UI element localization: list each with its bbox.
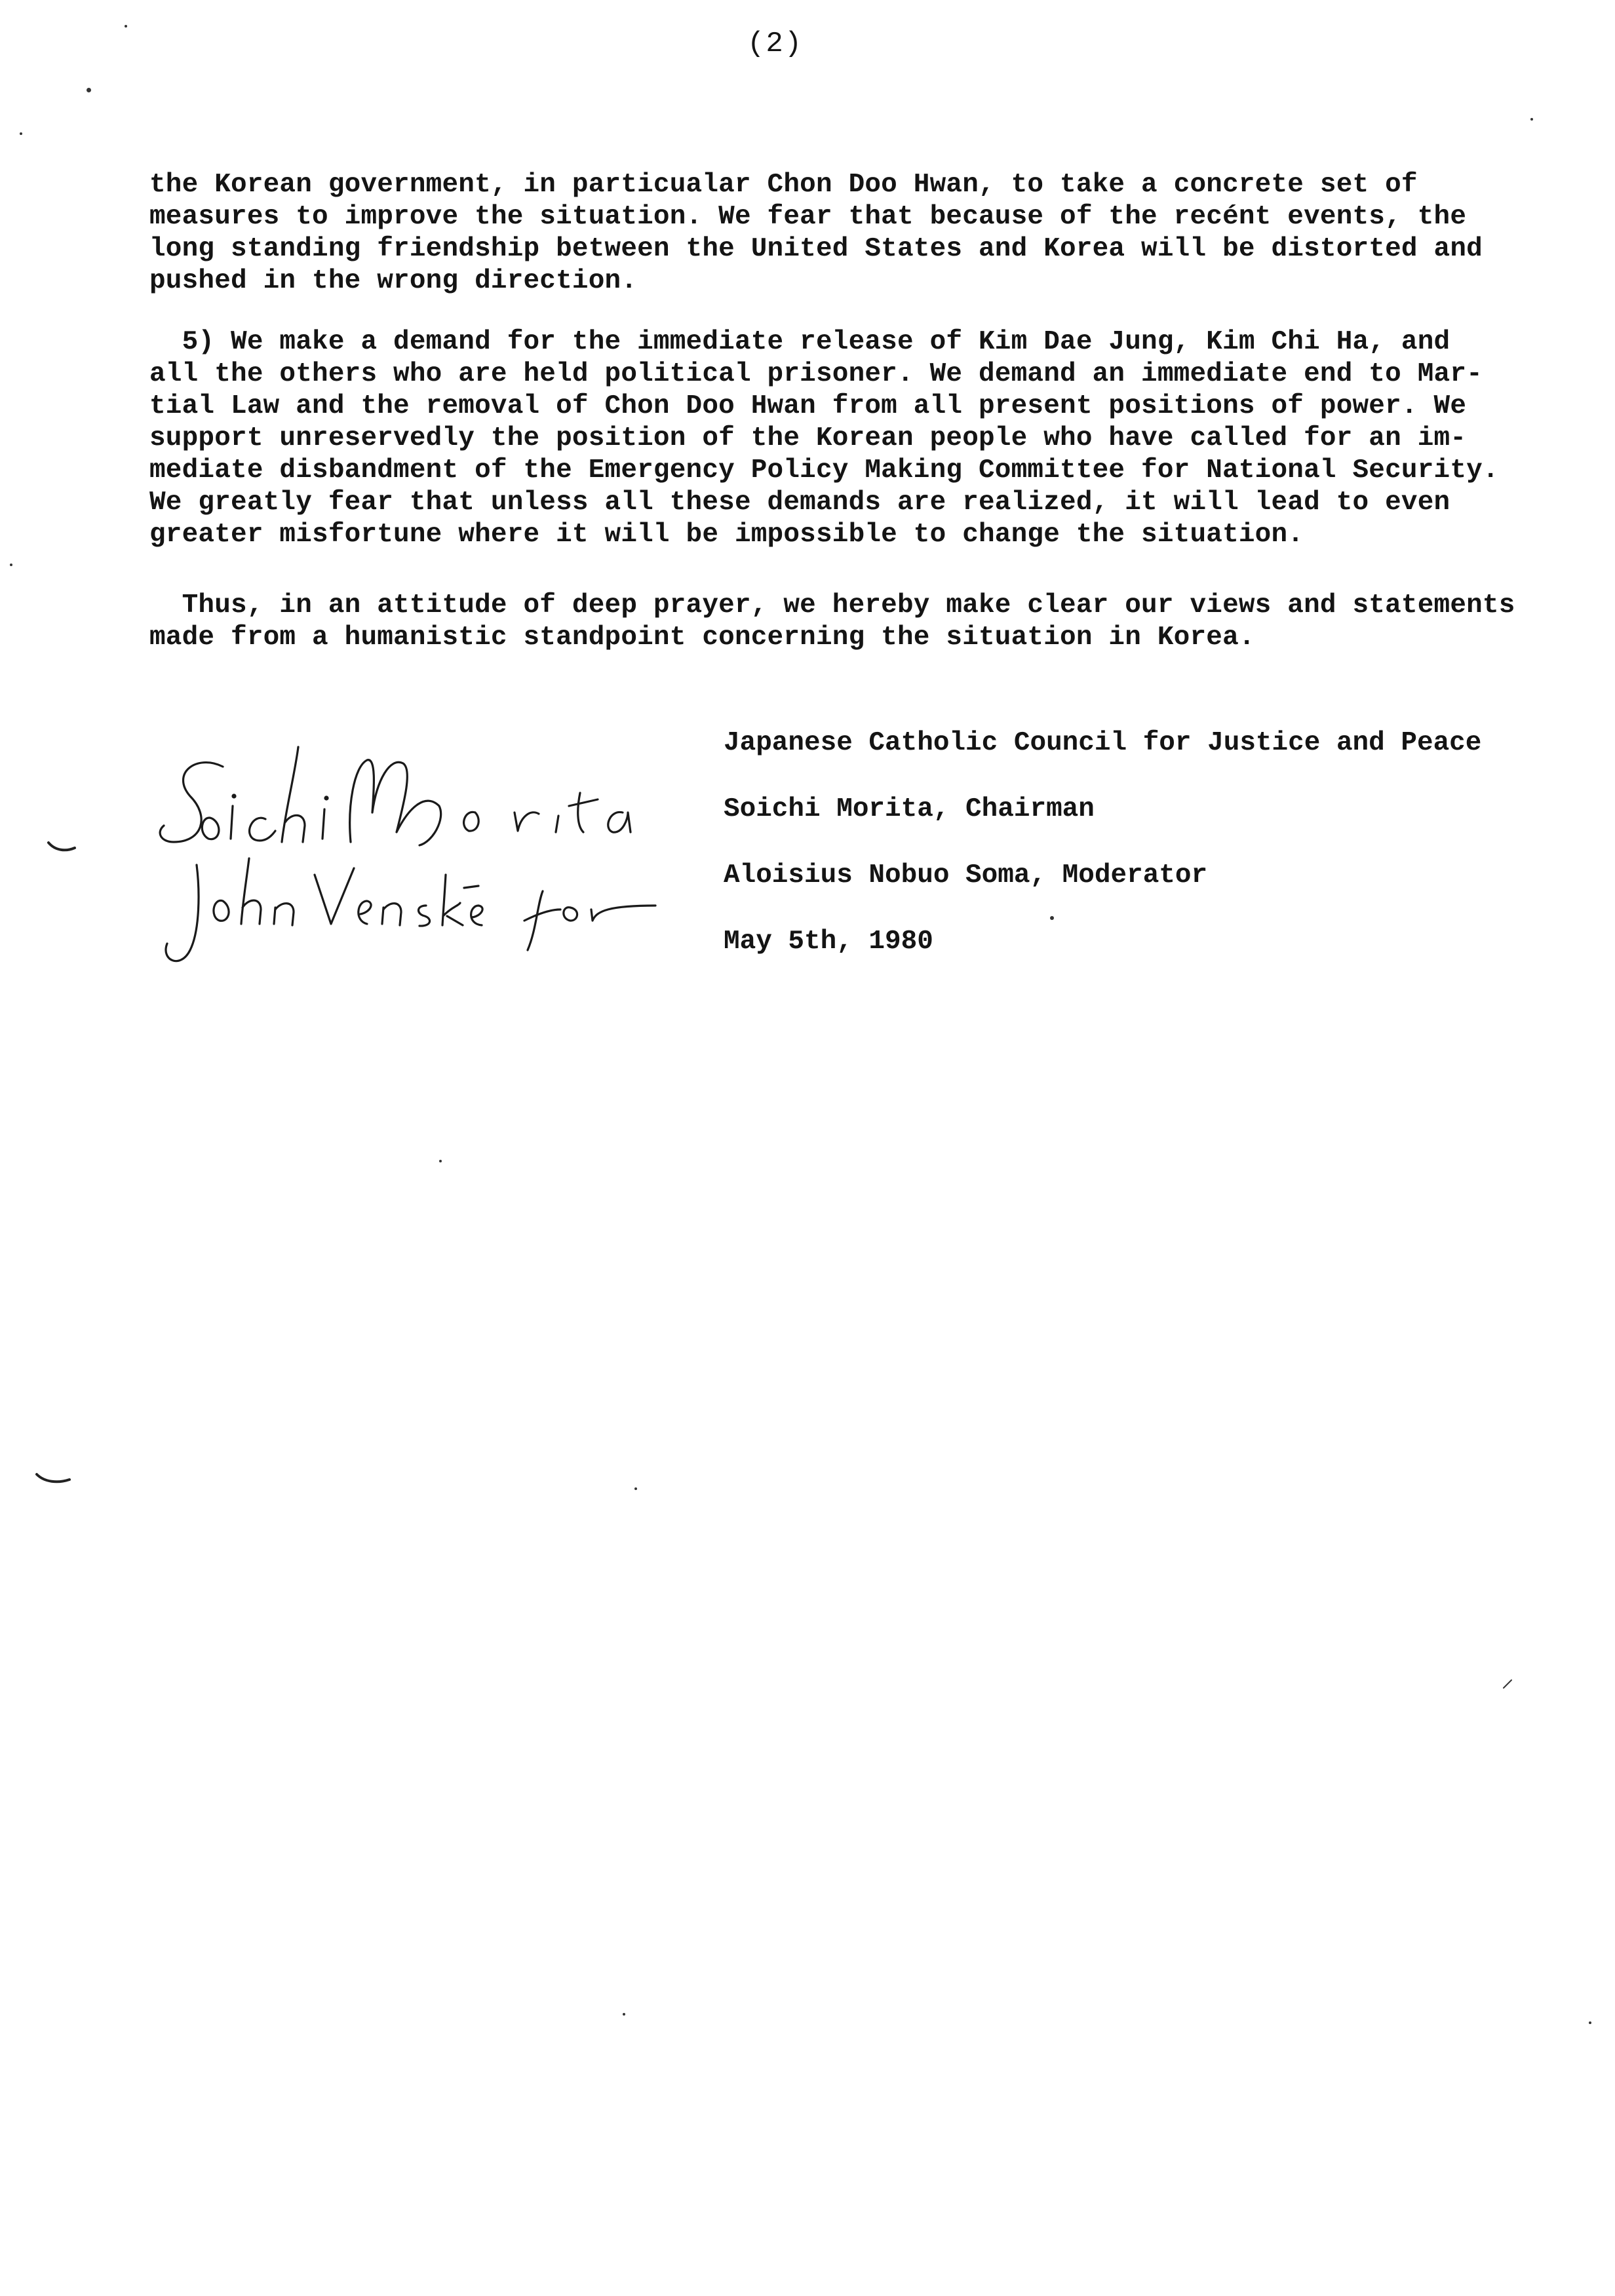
- text-line: tial Law and the removal of Chon Doo Hwan from all present positions of power. We: [149, 391, 1467, 421]
- organization-name: Japanese Catholic Council for Justice and Peace: [724, 728, 1482, 758]
- text-line: pushed in the wrong direction.: [149, 266, 638, 296]
- scan-speck: [634, 1487, 637, 1490]
- scan-speck: [87, 88, 91, 92]
- text-line: 5) We make a demand for the immediate release of Kim Dae Jung, Kim Chi Ha, and: [149, 327, 1450, 357]
- scan-speck: [623, 2013, 625, 2016]
- signature-block: [724, 727, 1481, 992]
- scan-speck: [10, 564, 12, 566]
- text-line: the Korean government, in particualar Chon Doo Hwan, to take a concrete set of: [149, 170, 1418, 200]
- page-number: (2): [747, 28, 804, 60]
- scan-speck: [1050, 916, 1054, 920]
- binding-mark: [34, 1470, 73, 1486]
- document-date: May 5th, 1980: [724, 927, 933, 957]
- scan-speck: [439, 1160, 442, 1162]
- handwritten-signature: [151, 734, 714, 983]
- scan-speck: [125, 25, 127, 28]
- scan-speck: [1589, 2021, 1591, 2024]
- text-line: We greatly fear that unless all these demands are realized, it will lead to even: [149, 488, 1450, 518]
- paragraph-closing: [149, 590, 1546, 654]
- moderator-name: Aloisius Nobuo Soma, Moderator: [724, 860, 1208, 890]
- text-line: mediate disbandment of the Emergency Policy Making Committee for National Security.: [149, 455, 1499, 486]
- text-line: measures to improve the situation. We fear that because of the recént events, the: [149, 202, 1467, 232]
- text-line: long standing friendship between the United States and Korea will be distorted and: [149, 234, 1483, 264]
- paragraph-continuation: [149, 169, 1546, 297]
- text-line: made from a humanistic standpoint concerning the situation in Korea.: [149, 622, 1255, 653]
- chairman-name: Soichi Morita, Chairman: [724, 794, 1095, 824]
- text-line: support unreservedly the position of the Korean people who have called for an im-: [149, 423, 1467, 453]
- scan-speck: [20, 132, 22, 135]
- binding-mark: [46, 839, 79, 854]
- text-line: greater misfortune where it will be impossible to change the situation.: [149, 520, 1304, 550]
- paragraph-demands: [149, 326, 1546, 551]
- text-line: all the others who are held political prisoner. We demand an immediate end to Mar-: [149, 359, 1483, 389]
- scan-mark: [1501, 1677, 1514, 1691]
- text-line: Thus, in an attitude of deep prayer, we hereby make clear our views and statements: [149, 590, 1515, 621]
- scan-speck: [1530, 118, 1533, 121]
